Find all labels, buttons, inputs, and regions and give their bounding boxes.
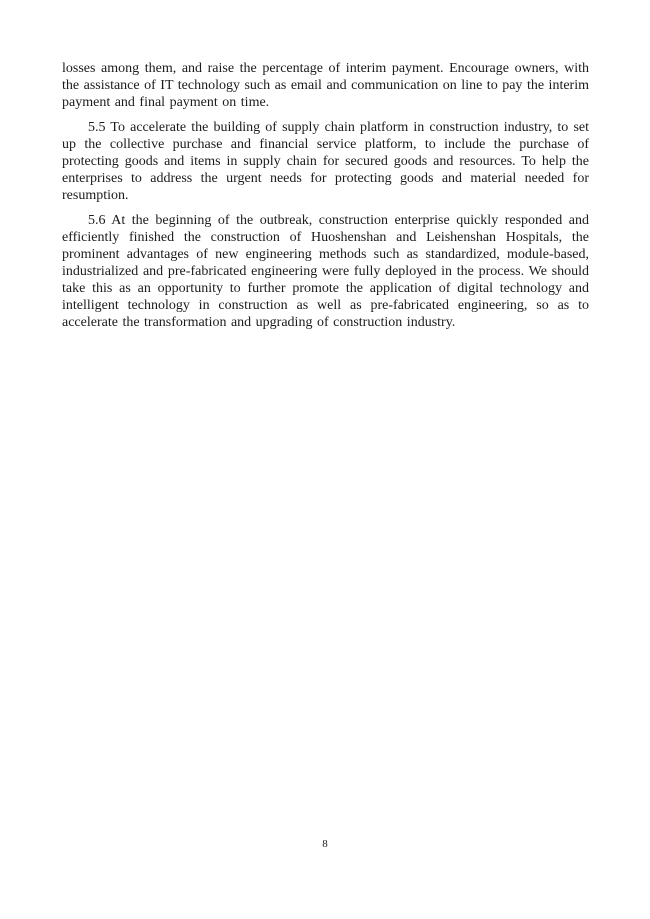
paragraph-section-5-5: 5.5 To accelerate the building of supply chain platform in construction industry, to set up the collective purchase and financial service platform, to include the purchase of protecting goods and items in supply chain for secured goods and resources. To help the enterprises to address the urgent needs for protecting goods and material needed for resumption. [62, 120, 589, 203]
paragraph-continuation: losses among them, and raise the percentage of interim payment. Encourage owners, with the assistance of IT technology such as email and communication on line to pay the interim payment and final payment on time. [62, 61, 589, 110]
paragraph-section-5-6: 5.6 At the beginning of the outbreak, construction enterprise quickly responded and efficiently finished the construction of Huoshenshan and Leishenshan Hospitals, the prominent advantages of new engineering methods such as standardized, module-based, industrialized and pre-fabricated engineering were fully deployed in the process. We should take this as an opportunity to further promote the application of digital technology and intelligent technology in construction as well as pre-fabricated engineering, so as to accelerate the transformation and upgrading of construction industry. [62, 213, 589, 330]
page-number: 8 [322, 838, 328, 850]
page-body [62, 60, 589, 339]
